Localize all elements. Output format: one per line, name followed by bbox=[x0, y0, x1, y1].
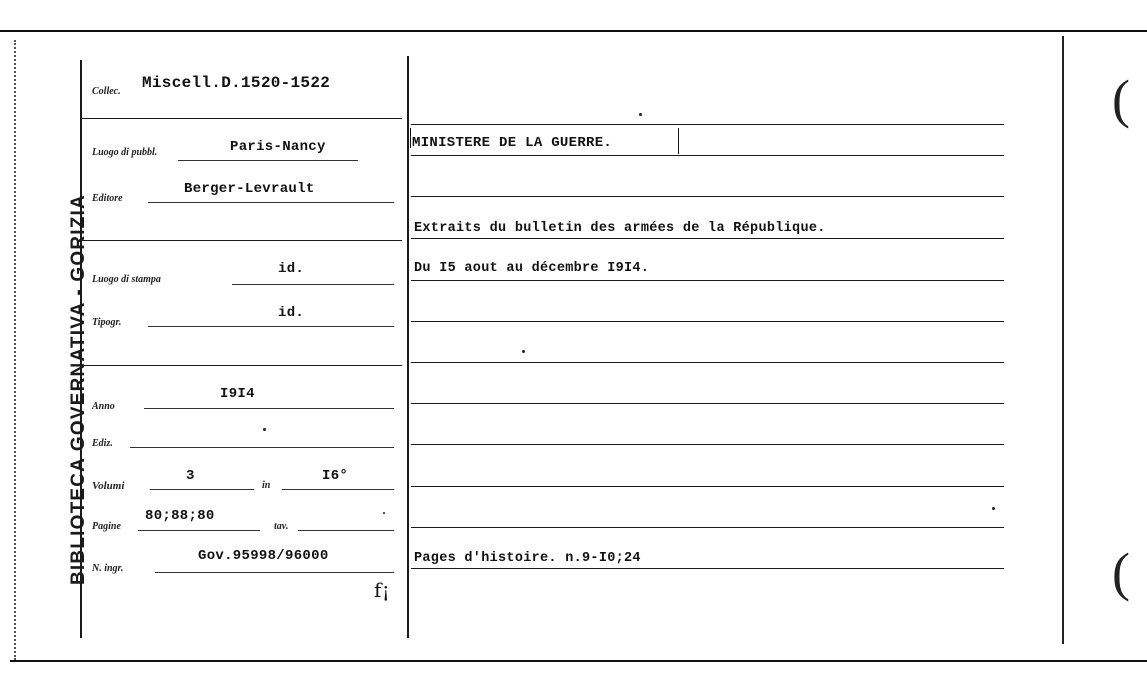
volumi-value: 3 bbox=[186, 468, 195, 484]
pagine-line bbox=[138, 530, 260, 531]
author-bracket-left bbox=[410, 128, 411, 148]
luogo-stampa-value: id. bbox=[278, 261, 305, 277]
left-rule-1 bbox=[82, 118, 402, 119]
luogo-stampa-label: Luogo di stampa bbox=[92, 274, 161, 285]
punch-hole-bottom: ( bbox=[1112, 542, 1130, 602]
right-rule-7 bbox=[411, 362, 1004, 363]
anno-label: Anno bbox=[92, 401, 115, 412]
speck bbox=[639, 113, 642, 116]
editore-label: Editore bbox=[92, 193, 123, 204]
volumi-label: Volumi bbox=[92, 480, 125, 492]
right-rule-11 bbox=[411, 527, 1004, 528]
volumi-format-line bbox=[282, 489, 394, 490]
collocazione-value: Miscell.D.1520-1522 bbox=[142, 74, 331, 92]
punch-hole-top: ( bbox=[1112, 69, 1130, 129]
speck bbox=[383, 512, 385, 514]
tipogr-label: Tipogr. bbox=[92, 317, 122, 328]
n-ingr-line bbox=[155, 572, 394, 573]
editore-value: Berger-Levrault bbox=[184, 181, 315, 197]
ediz-label: Ediz. bbox=[92, 438, 113, 449]
right-rule-12 bbox=[411, 568, 1004, 569]
collocazione-label: Collec. bbox=[92, 86, 121, 97]
card-left-edge bbox=[14, 40, 16, 660]
speck bbox=[522, 350, 525, 353]
tipogr-value: id. bbox=[278, 305, 305, 321]
author-bracket-right bbox=[678, 128, 679, 154]
pagine-value: 80;88;80 bbox=[145, 508, 215, 524]
series-line: Pages d'histoire. n.9-I0;24 bbox=[414, 551, 641, 566]
pagine-tav-label: tav. bbox=[274, 521, 289, 532]
side-label: BIBLIOTECA GOVERNATIVA - GORIZIA bbox=[68, 194, 89, 585]
volumi-format: I6° bbox=[322, 468, 349, 484]
n-ingr-value: Gov.95998/96000 bbox=[198, 548, 329, 564]
right-rule-6 bbox=[411, 321, 1004, 322]
speck bbox=[992, 507, 995, 510]
center-divider bbox=[407, 56, 409, 638]
tipogr-line bbox=[148, 326, 394, 327]
pagine-tav-line bbox=[298, 530, 394, 531]
handwritten-mark: f¡ bbox=[374, 578, 391, 602]
right-rule-9 bbox=[411, 444, 1004, 445]
luogo-pubbl-label: Luogo di pubbl. bbox=[92, 147, 158, 158]
right-rule-8 bbox=[411, 403, 1004, 404]
right-rule-2 bbox=[411, 155, 1004, 156]
speck bbox=[263, 428, 266, 431]
right-rule-5 bbox=[411, 280, 1004, 281]
ediz-line bbox=[130, 447, 394, 448]
luogo-pubbl-value: Paris-Nancy bbox=[230, 139, 326, 155]
volumi-line bbox=[150, 489, 254, 490]
author-heading: MINISTERE DE LA GUERRE. bbox=[412, 135, 613, 151]
left-column-rule bbox=[80, 60, 82, 638]
title-line: Extraits du bulletin des armées de la République. bbox=[414, 221, 826, 236]
volumi-in-label: in bbox=[262, 480, 271, 491]
right-rule-1 bbox=[411, 124, 1004, 125]
right-rule-3 bbox=[411, 196, 1004, 197]
luogo-stampa-line bbox=[232, 284, 394, 285]
editore-line bbox=[148, 202, 394, 203]
anno-line bbox=[144, 408, 394, 409]
right-rule-4 bbox=[411, 238, 1004, 239]
luogo-pubbl-line bbox=[178, 160, 358, 161]
right-rule-10 bbox=[411, 486, 1004, 487]
left-rule-2 bbox=[82, 240, 402, 241]
card-right-edge bbox=[1062, 36, 1064, 644]
anno-value: I9I4 bbox=[220, 386, 255, 402]
pagine-label: Pagine bbox=[92, 521, 121, 532]
card-bottom-edge bbox=[10, 660, 1147, 662]
card-top-edge bbox=[0, 30, 1147, 32]
n-ingr-label: N. ingr. bbox=[92, 563, 124, 574]
left-rule-3 bbox=[82, 365, 402, 366]
dates-line: Du I5 aout au décembre I9I4. bbox=[414, 261, 650, 276]
